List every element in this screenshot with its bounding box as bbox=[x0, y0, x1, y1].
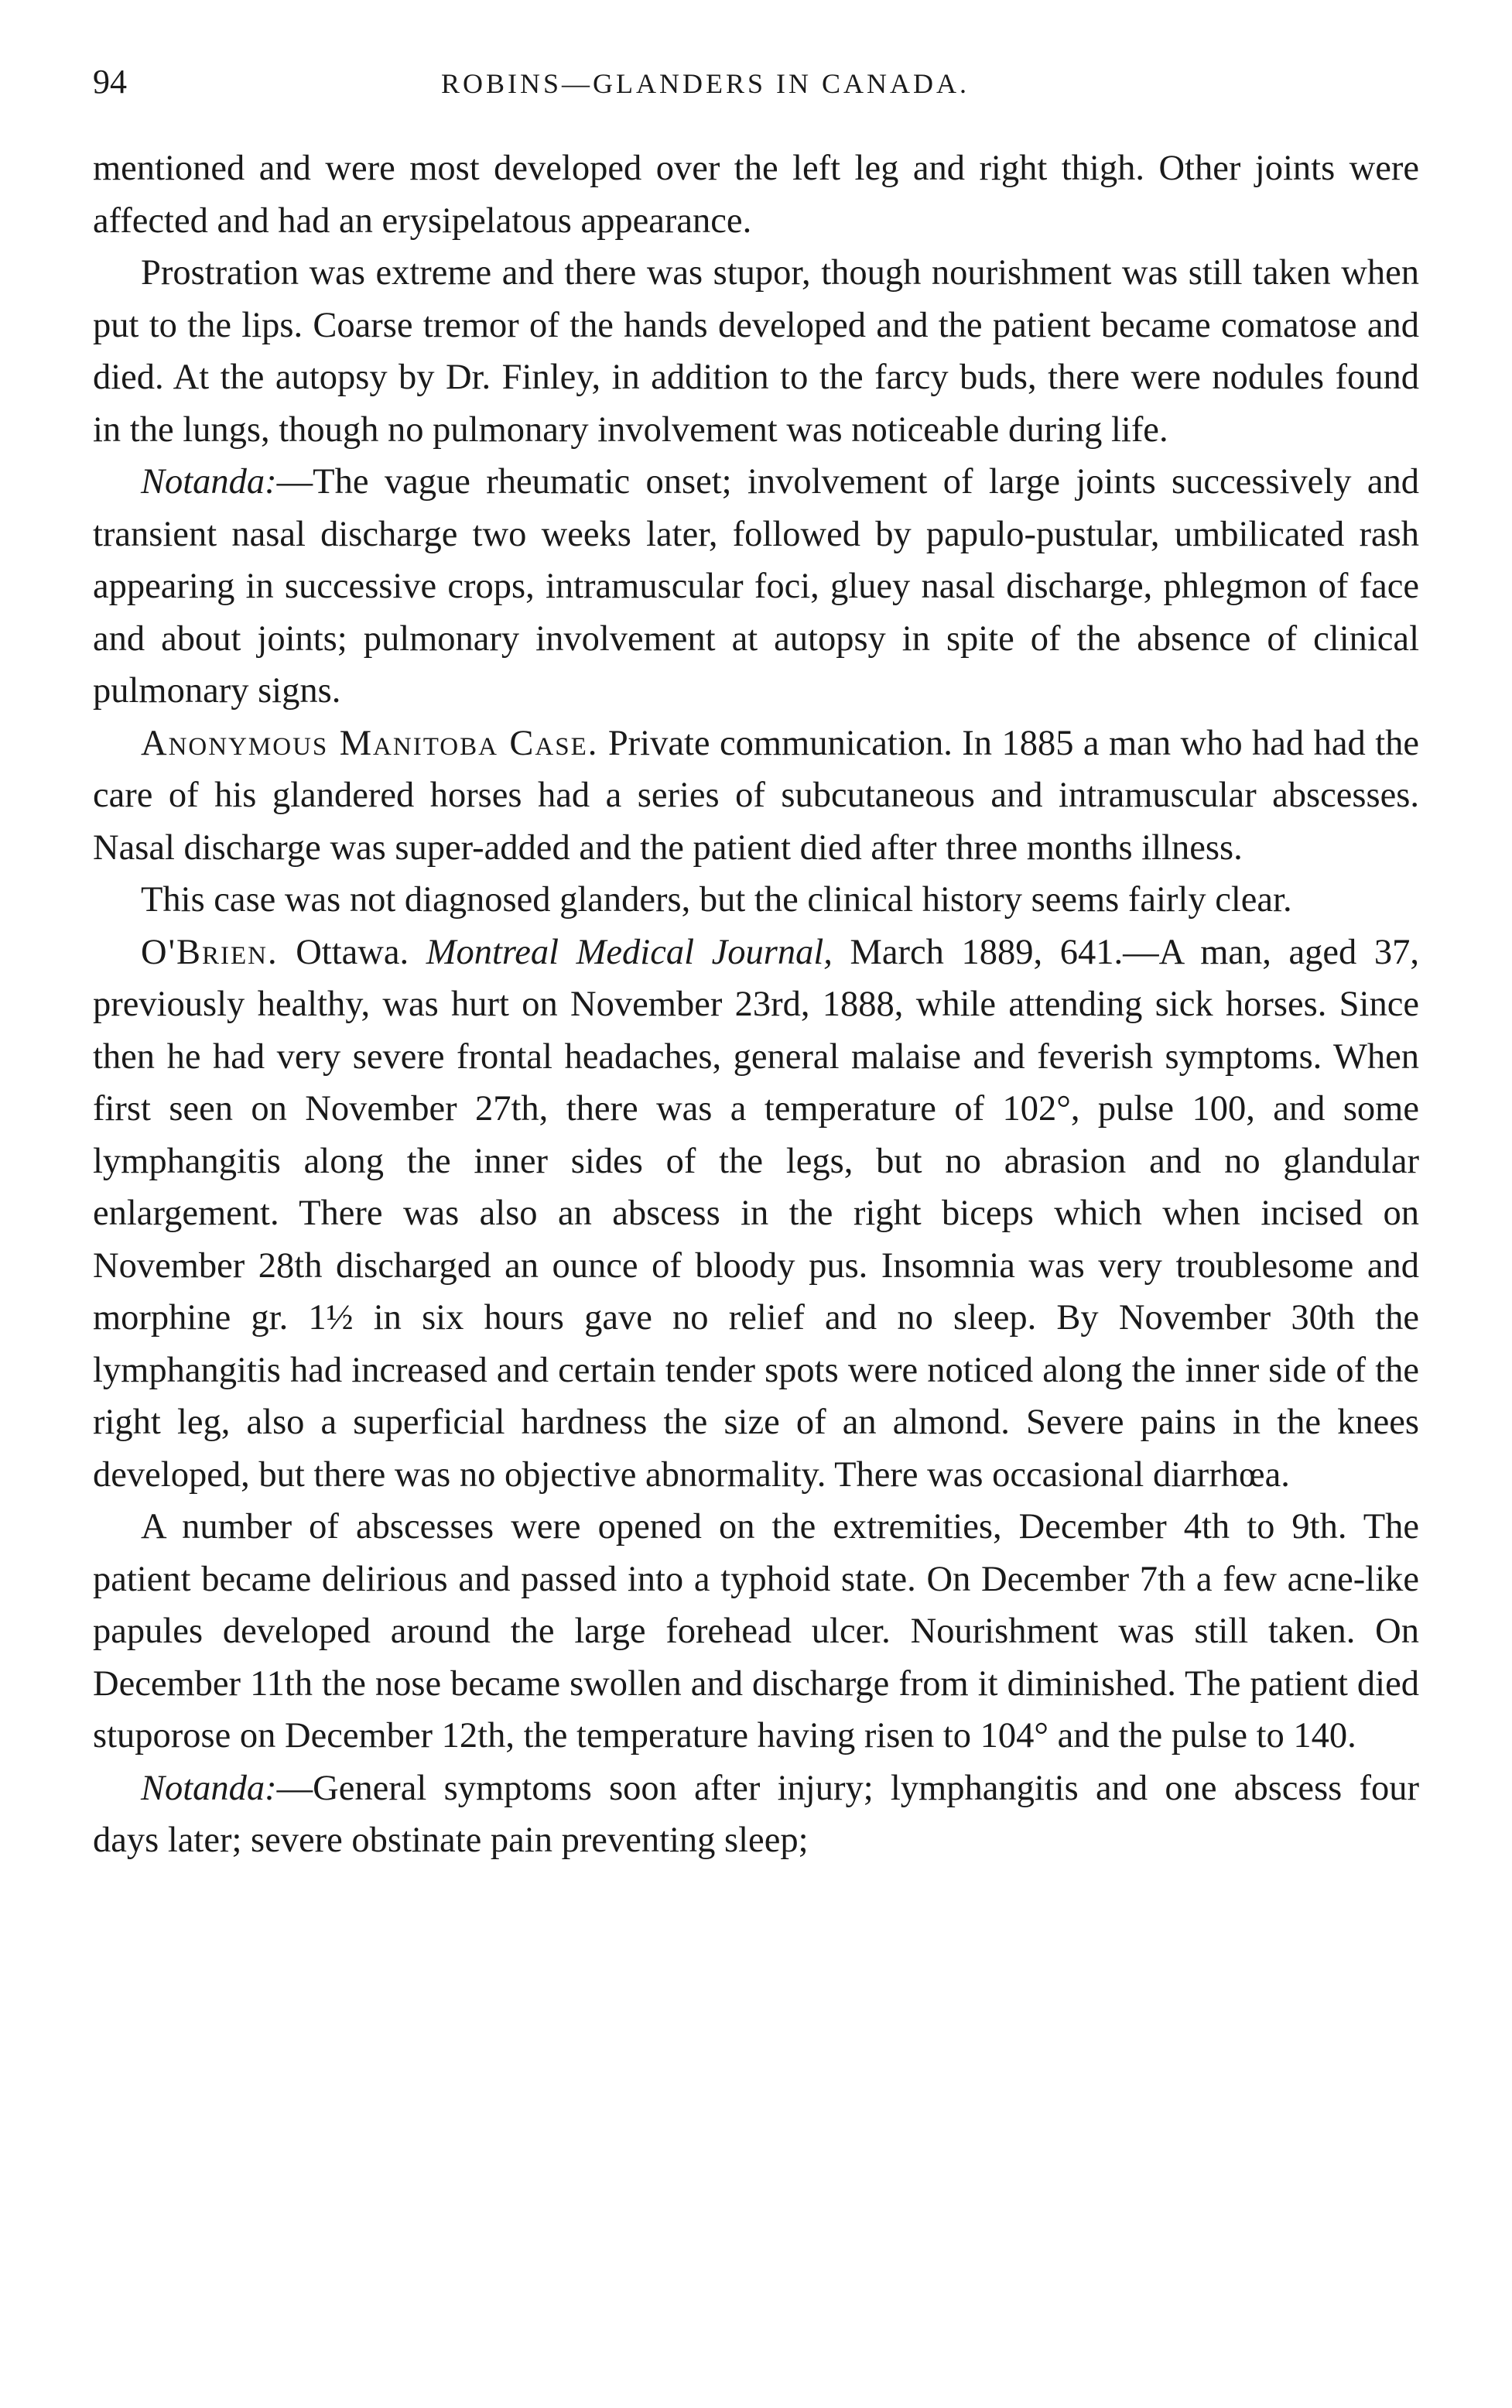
notanda-label: Notanda: bbox=[141, 462, 277, 502]
case-heading: Anonymous Manitoba Case. bbox=[141, 723, 599, 763]
paragraph-abscesses: A number of abscesses were opened on the extremities, December 4th to 9th. The patient became delirious and passed into a typhoid state. On December 7th a few acne-like papules developed around the large forehead ulcer. Nourishment was still taken. On December 11th the nose became swollen and discharge from it diminished. The patient died stuporose on December 12th, the temperature having risen to 104° and the pulse to 140. bbox=[93, 1507, 1419, 1755]
paragraph-obrien-case bbox=[93, 927, 1419, 1502]
page bbox=[93, 62, 1419, 1867]
case-text: Private communication. In 1885 a man who had had the care of his glandered horses had a series of subcutaneous and intramuscular abscesses. Nasal discharge was super-added and the patient died after three months illness. bbox=[93, 723, 1420, 868]
paragraph-diagnosis-note: This case was not diagnosed glanders, but the clinical history seems fairly clear. bbox=[141, 880, 1292, 920]
journal-title: Montreal Medical Journal, bbox=[426, 932, 833, 972]
body-text bbox=[93, 142, 1419, 1867]
paragraph-prostration: Prostration was extreme and there was stupor, though nourishment was still taken when put to the lips. Coarse tremor of the hands developed and the patient became comatose and died. At the autopsy by Dr. Finley, in addition to the farcy buds, there were nodules found in the lungs, though no pulmonary involvement was noticeable during life. bbox=[93, 253, 1419, 450]
case-place: Ottawa. bbox=[278, 932, 426, 972]
paragraph-continuation: mentioned and were most developed over the left leg and right thigh. Other joints were affected and had an erysipelatous appearance. bbox=[93, 149, 1419, 241]
paragraph-notanda-2 bbox=[93, 1762, 1419, 1867]
notanda-text: —The vague rheumatic onset; involvement of large joints successively and transient nasal discharge two weeks later, followed by papulo-pustular, umbilicated rash appearing in successive crops, intramuscular foci, gluey nasal discharge, phlegmon of face and about joints; pulmonary involvement at autopsy in spite of the absence of clinical pulmonary signs. bbox=[93, 462, 1419, 711]
case-text: March 1889, 641.—A man, aged 37, previously healthy, was hurt on November 23rd, 1888, while attending sick horses. Since then he had very severe frontal headaches, general malaise and feverish symptoms. When first seen on November 27th, there was a temperature of 102°, pulse 100, and some lymphangitis along the inner sides of the legs, but no abrasion and no glandular enlargement. There was also an abscess in the right biceps which when incised on November 28th discharged an ounce of bloody pus. Insomnia was very troublesome and morphine gr. 1½ in six hours gave no relief and no sleep. By November 30th the lymphangitis had increased and certain tender spots were noticed along the inner side of the right leg, also a superficial hardness the size of an almond. Severe pains in the knees developed, but there was no objective abnormality. There was occasional diarrhœa. bbox=[93, 932, 1420, 1495]
paragraph-manitoba-case bbox=[93, 718, 1419, 875]
case-author: O'Brien. bbox=[141, 932, 279, 972]
paragraph-notanda-1 bbox=[93, 456, 1419, 718]
notanda-label: Notanda: bbox=[141, 1768, 277, 1808]
notanda-text: —General symptoms soon after injury; lymphangitis and one abscess four days later; severe obstinate pain preventing sleep; bbox=[93, 1768, 1419, 1860]
running-head: ROBINS—GLANDERS IN CANADA. bbox=[441, 68, 970, 99]
page-number: 94 bbox=[93, 63, 127, 101]
page-header bbox=[93, 62, 1419, 116]
